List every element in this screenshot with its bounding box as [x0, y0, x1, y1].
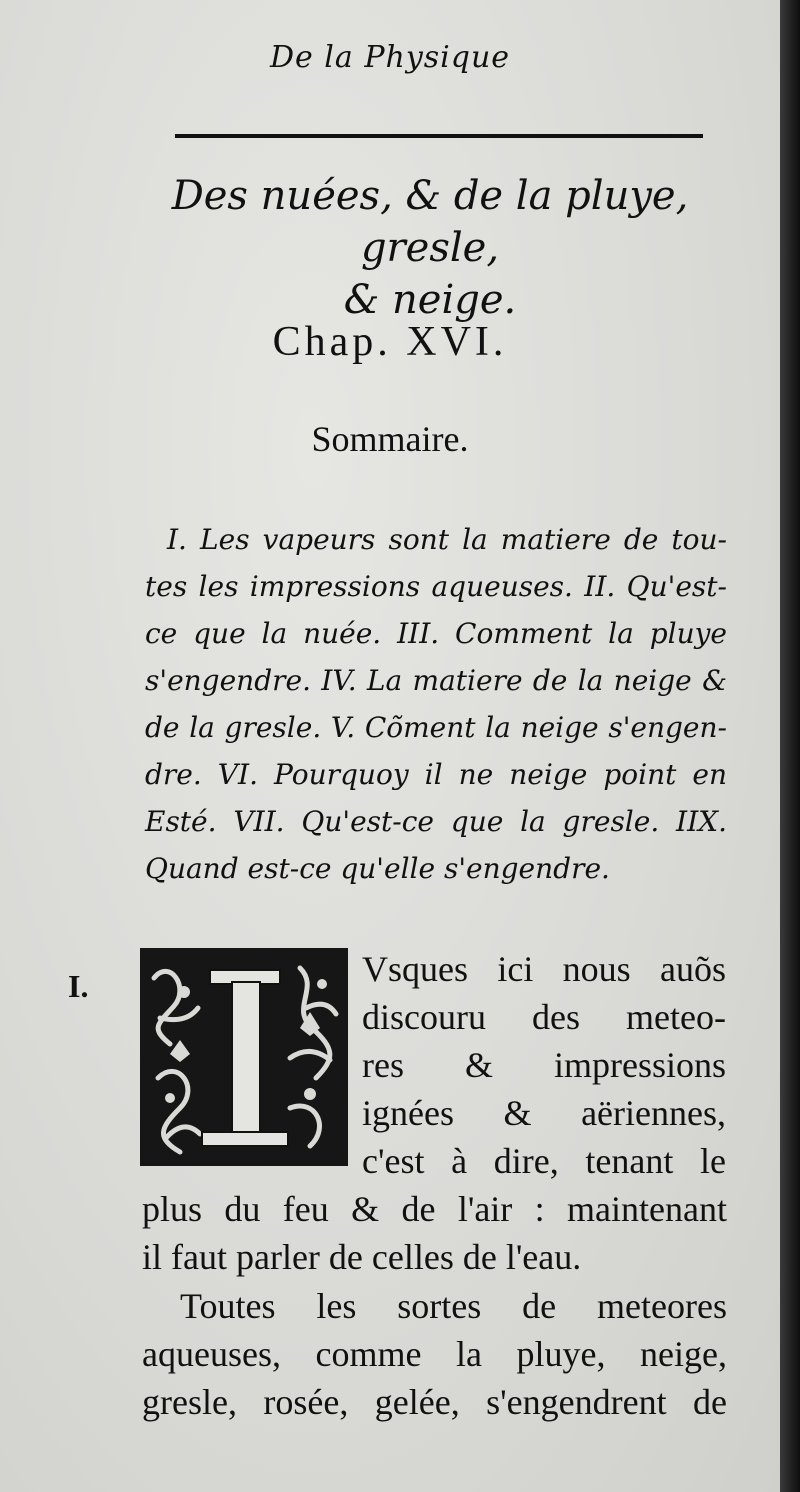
summary-line: I. Les vapeurs sont la matiere de tou-	[167, 523, 727, 556]
summary-line: de la gresle. V. Cõment la neige s'engen-	[145, 711, 727, 744]
chapter-summary	[145, 516, 727, 892]
body-line: discouru des meteo-	[362, 997, 726, 1037]
body-line: ignées & aëriennes,	[362, 1093, 726, 1133]
chapter-title-line: Des nuées, & de la pluye, gresle,	[171, 173, 689, 271]
summary-line: Quand est-ce qu'elle s'engendre.	[145, 852, 610, 885]
body-line: res & impressions	[362, 1045, 726, 1085]
body-line: c'est à dire, tenant le	[362, 1141, 726, 1181]
body-line: gresle, rosée, gelée, s'engendrent de	[142, 1382, 727, 1422]
summary-line: dre. VI. Pourquoy il ne neige point en	[145, 758, 727, 791]
paragraph-1-opening	[362, 945, 726, 1185]
body-line: aqueuses, comme la pluye, neige,	[142, 1334, 727, 1374]
sommaire-heading: Sommaire.	[311, 419, 469, 459]
body-line: Vsques ici nous auõs	[362, 949, 726, 989]
decorated-initial-icon	[140, 948, 348, 1166]
summary-line: s'engendre. IV. La matiere de la neige &	[145, 664, 727, 697]
chapter-label: Chap. XVI.	[272, 319, 508, 365]
running-head: De la Physique	[269, 40, 511, 75]
paragraph-2	[142, 1282, 727, 1426]
chapter-title-line: & neige.	[343, 277, 517, 323]
book-spine	[780, 0, 800, 1492]
summary-line: ce que la nuée. III. Comment la pluye	[145, 617, 727, 650]
paragraph-1-continuation	[142, 1185, 727, 1281]
summary-line: Esté. VII. Qu'est-ce que la gresle. IIX.	[145, 805, 727, 838]
summary-line: tes les impressions aqueuses. II. Qu'est-	[145, 570, 727, 603]
body-line: il faut parler de celles de l'eau.	[142, 1237, 582, 1277]
body-line: plus du feu & de l'air : maintenant	[142, 1189, 727, 1229]
chapter-title	[120, 170, 740, 326]
body-line: Toutes les sortes de meteores	[180, 1286, 727, 1326]
header-rule	[175, 134, 703, 138]
section-number: I.	[68, 968, 89, 1004]
